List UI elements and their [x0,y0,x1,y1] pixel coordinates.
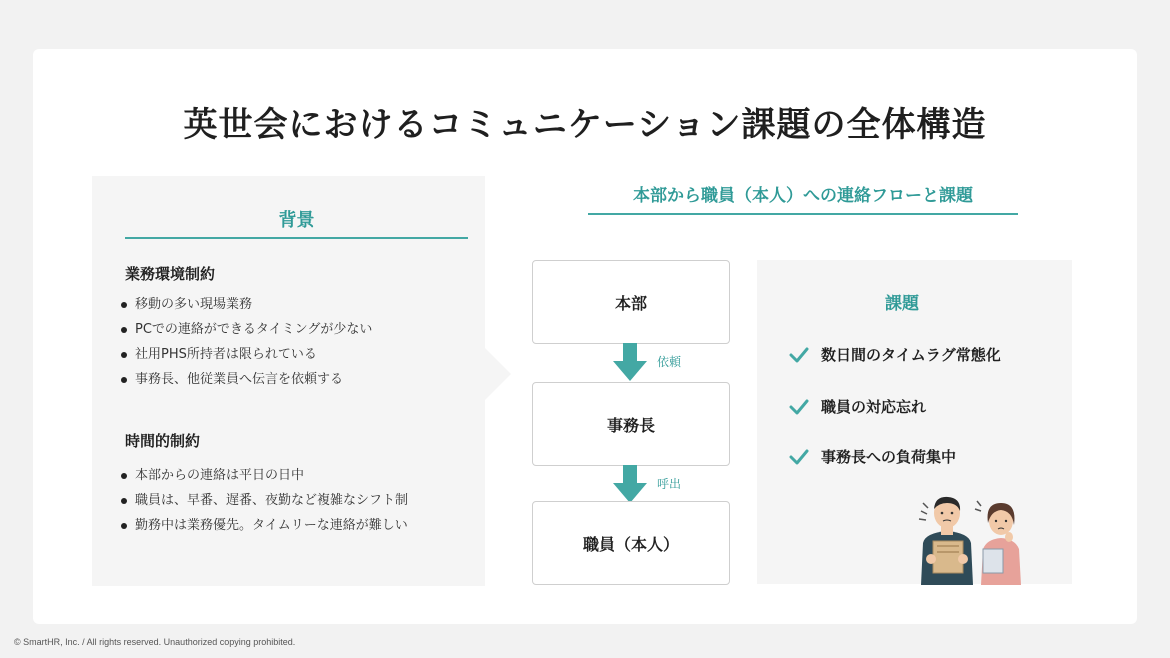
page-title: 英世会におけるコミュニケーション課題の全体構造 [183,105,987,145]
list-item: 移動の多い現場業務 [118,292,372,317]
flow-node-staff [532,501,730,585]
flow-heading: 本部から職員（本人）への連絡フローと課題 [633,186,973,206]
down-arrow-icon [613,465,647,503]
issues-heading: 課題 [885,294,919,314]
list-item: 職員は、早番、遅番、夜勤など複雑なシフト制 [118,488,408,513]
check-icon [789,347,809,363]
check-icon [789,399,809,415]
issue-text: 数日間のタイムラグ常態化 [821,346,1001,364]
section-title-work-environment: 業務環境制約 [125,265,216,283]
flow-heading-rule [588,213,1018,215]
flow-node-label: 本部 [614,293,647,313]
time-constraints-list [118,463,408,538]
worried-staff-illustration [913,493,1033,585]
issue-item [789,344,1001,365]
arrow-label-call: 呼出 [657,477,682,491]
down-arrow-icon [613,343,647,381]
flow-node-label: 職員（本人） [582,534,679,554]
issue-item [789,396,926,417]
list-item: 本部からの連絡は平日の日中 [118,463,408,488]
flow-node-label: 事務長 [606,415,655,435]
arrow-label-request: 依頼 [657,355,682,369]
background-panel-pointer [485,348,511,400]
section-title-time-constraints: 時間的制約 [125,432,201,450]
flow-node-office-manager [532,382,730,466]
check-icon [789,449,809,465]
list-item: 事務長、他従業員へ伝言を依頼する [118,367,372,392]
work-environment-list [118,292,372,392]
issue-item [789,446,956,467]
issue-text: 事務長への負荷集中 [821,448,957,466]
list-item: 社用PHS所持者は限られている [118,342,372,367]
list-item: 勤務中は業務優先。タイムリーな連絡が難しい [118,513,408,538]
copyright-notice: © SmartHR, Inc. / All rights reserved. Unauthorized copying prohibited. [14,637,296,647]
list-item: PCでの連絡ができるタイミングが少ない [118,317,372,342]
flow-node-headquarters [532,260,730,344]
issue-text: 職員の対応忘れ [821,398,927,416]
background-heading-rule [125,237,468,239]
background-heading: 背景 [278,210,315,231]
